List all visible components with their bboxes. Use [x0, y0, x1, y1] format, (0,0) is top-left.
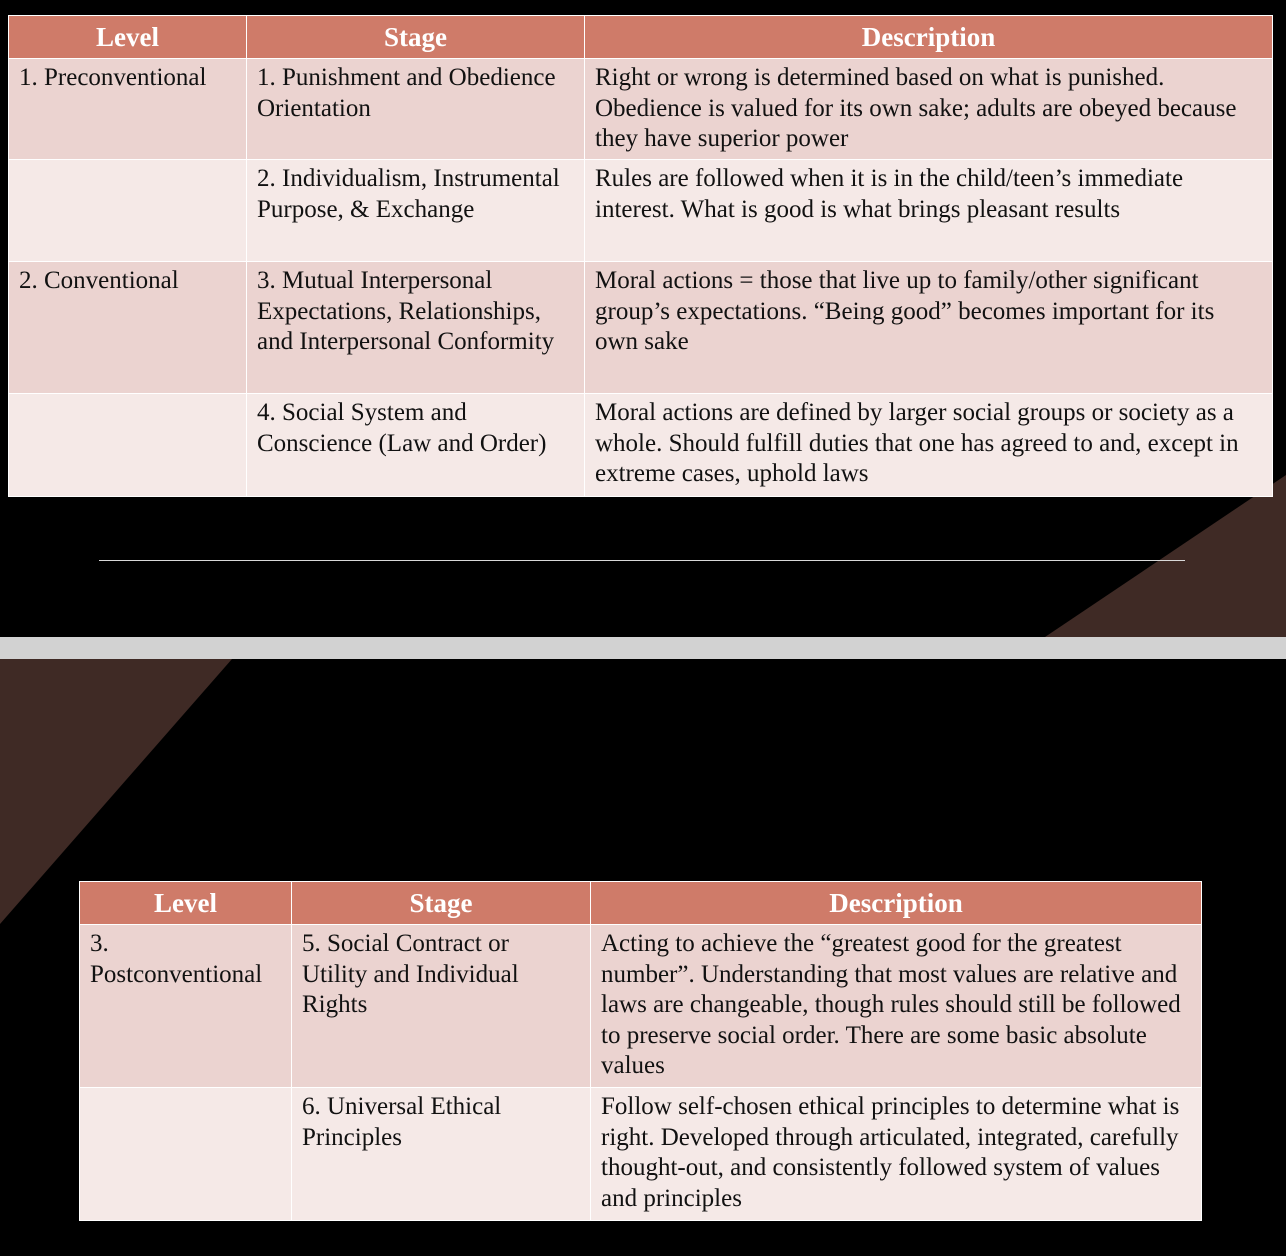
table-row	[80, 1088, 1202, 1221]
description-cell: Moral actions are defined by larger social groups or society as a whole. Should fulfill duties that one has agreed to and, except in extreme cases, uphold laws	[585, 394, 1273, 497]
description-cell: Acting to achieve the “greatest good for the greatest number”. Understanding that most values are relative and laws are changeable, though rules should still be followed to preserve social order. There are some basic absolute values	[591, 925, 1202, 1088]
stage-cell: 5. Social Contract or Utility and Individual Rights	[292, 925, 591, 1088]
brown-diagonal-band	[1045, 475, 1286, 637]
level-cell	[9, 394, 247, 497]
stage-cell: 6. Universal Ethical Principles	[292, 1088, 591, 1221]
table-row	[9, 394, 1273, 497]
header-stage: Stage	[292, 882, 591, 925]
header-description: Description	[585, 16, 1273, 59]
slide-separator	[0, 637, 1286, 659]
level-cell: 3. Postconventional	[80, 925, 292, 1088]
kohlberg-table-bottom	[79, 881, 1202, 1221]
table-row	[9, 262, 1273, 394]
table-row	[80, 925, 1202, 1088]
description-cell: Right or wrong is determined based on what is punished. Obedience is valued for its own sake; adults are obeyed because they have superior power	[585, 59, 1273, 160]
table-row	[9, 160, 1273, 262]
stage-cell: 3. Mutual Interpersonal Expectations, Relationships, and Interpersonal Conformity	[247, 262, 585, 394]
table-row	[9, 59, 1273, 160]
header-stage: Stage	[247, 16, 585, 59]
stage-cell: 2. Individualism, Instrumental Purpose, & Exchange	[247, 160, 585, 262]
level-cell	[80, 1088, 292, 1221]
header-row	[80, 882, 1202, 925]
header-level: Level	[80, 882, 292, 925]
level-cell: 2. Conventional	[9, 262, 247, 394]
divider-line	[99, 560, 1185, 561]
header-description: Description	[591, 882, 1202, 925]
description-cell: Moral actions = those that live up to family/other significant group’s expectations. “Being good” becomes important for its own sake	[585, 262, 1273, 394]
header-row	[9, 16, 1273, 59]
kohlberg-table-top	[8, 15, 1273, 497]
stage-cell: 1. Punishment and Obedience Orientation	[247, 59, 585, 160]
header-level: Level	[9, 16, 247, 59]
stage-cell: 4. Social System and Conscience (Law and Order)	[247, 394, 585, 497]
description-cell: Rules are followed when it is in the child/teen’s immediate interest. What is good is what brings pleasant results	[585, 160, 1273, 262]
level-cell: 1. Preconventional	[9, 59, 247, 160]
level-cell	[9, 160, 247, 262]
description-cell: Follow self-chosen ethical principles to determine what is right. Developed through articulated, integrated, carefully thought-out, and consistently followed system of values and principles	[591, 1088, 1202, 1221]
